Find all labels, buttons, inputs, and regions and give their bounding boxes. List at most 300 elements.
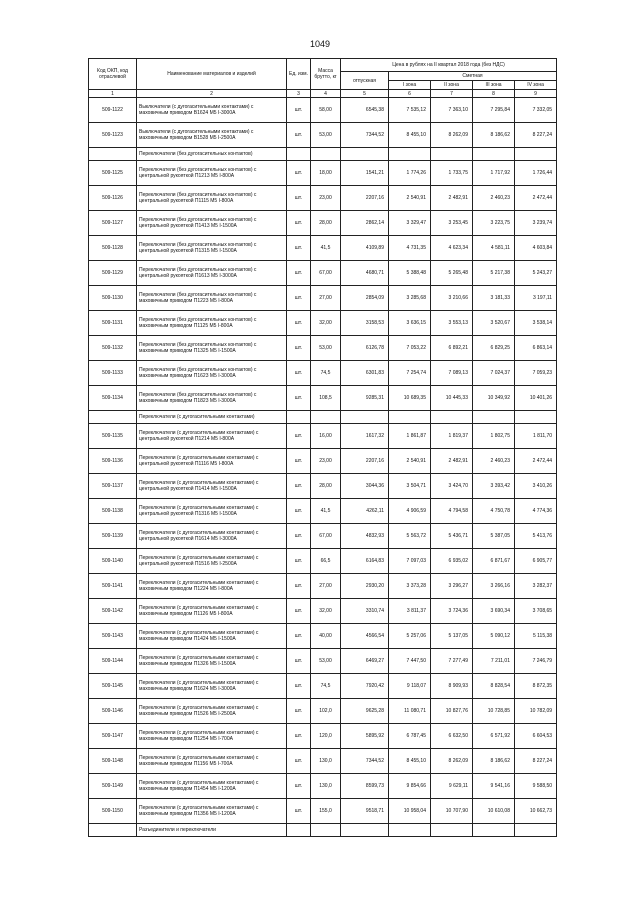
section-blank-cell (389, 411, 431, 424)
item-zone-2-price: 3 424,70 (431, 474, 473, 499)
item-zone-4-price: 10 782,09 (515, 699, 557, 724)
item-code: 509-1132 (89, 336, 137, 361)
header-code: Код ОКП, код отраслевой (89, 59, 137, 90)
col-number: 6 (389, 90, 431, 98)
item-unit: шт. (287, 336, 311, 361)
item-zone-1-price: 11 080,71 (389, 699, 431, 724)
item-release-price: 2207,16 (341, 186, 389, 211)
section-blank-cell (431, 824, 473, 837)
item-code: 509-1131 (89, 311, 137, 336)
item-mass: 23,00 (311, 186, 341, 211)
item-zone-4-price: 2 472,44 (515, 449, 557, 474)
item-zone-4-price: 3 282,37 (515, 574, 557, 599)
item-name: Переключатели (без дугогасительных контактов) с маховичным приводом П1623 М5 I-3000А (137, 361, 287, 386)
section-blank-cell (89, 411, 137, 424)
item-zone-1-price: 10 689,35 (389, 386, 431, 411)
item-mass: 41,5 (311, 236, 341, 261)
item-name: Переключатели (с дугогасительными контактами) с маховичным приводом П1126 М5 I-800А (137, 599, 287, 624)
item-code: 509-1127 (89, 211, 137, 236)
item-zone-4-price: 3 538,14 (515, 311, 557, 336)
item-mass: 53,00 (311, 123, 341, 148)
item-zone-2-price: 2 482,91 (431, 186, 473, 211)
item-zone-2-price: 7 089,13 (431, 361, 473, 386)
item-code: 509-1130 (89, 286, 137, 311)
item-mass: 53,00 (311, 649, 341, 674)
item-name: Переключатели (с дугогасительными контактами) с маховичным приводом П1254 М5 I-700А (137, 724, 287, 749)
item-code: 509-1144 (89, 649, 137, 674)
item-code: 509-1142 (89, 599, 137, 624)
item-release-price: 9625,28 (341, 699, 389, 724)
table-row (89, 98, 557, 123)
item-mass: 130,0 (311, 749, 341, 774)
item-zone-3-price: 3 181,33 (473, 286, 515, 311)
header-price-title: Цена в рублях на II квартал 2018 года (без НДС) (341, 59, 557, 72)
item-code: 509-1137 (89, 474, 137, 499)
item-zone-4-price: 7 332,05 (515, 98, 557, 123)
section-blank-cell (473, 148, 515, 161)
item-code: 509-1129 (89, 261, 137, 286)
table-row (89, 286, 557, 311)
item-unit: шт. (287, 286, 311, 311)
item-zone-1-price: 10 958,04 (389, 799, 431, 824)
table-row (89, 649, 557, 674)
item-zone-2-price: 8 909,93 (431, 674, 473, 699)
item-zone-1-price: 3 373,28 (389, 574, 431, 599)
item-zone-3-price: 7 024,37 (473, 361, 515, 386)
item-zone-1-price: 7 097,03 (389, 549, 431, 574)
item-release-price: 3044,36 (341, 474, 389, 499)
item-zone-2-price: 10 445,33 (431, 386, 473, 411)
item-zone-2-price: 8 262,09 (431, 749, 473, 774)
item-zone-2-price: 9 629,11 (431, 774, 473, 799)
table-row (89, 549, 557, 574)
table-row (89, 386, 557, 411)
item-zone-1-price: 1 861,87 (389, 424, 431, 449)
header-zone-1: I зона (389, 81, 431, 90)
item-name: Переключатели (без дугогасительных контактов) с центральной рукояткой П1413 М5 I-1500А (137, 211, 287, 236)
section-blank-cell (311, 148, 341, 161)
item-code: 509-1133 (89, 361, 137, 386)
item-zone-4-price: 8 872,35 (515, 674, 557, 699)
item-code: 509-1135 (89, 424, 137, 449)
item-unit: шт. (287, 386, 311, 411)
item-name: Переключатели (без дугогасительных контактов) с маховичным приводом П1325 М5 I-1500А (137, 336, 287, 361)
item-mass: 67,00 (311, 261, 341, 286)
header-name: Наименование материалов и изделий (137, 59, 287, 90)
item-zone-1-price: 2 540,91 (389, 186, 431, 211)
item-release-price: 2207,16 (341, 449, 389, 474)
item-mass: 40,00 (311, 624, 341, 649)
item-zone-4-price: 2 472,44 (515, 186, 557, 211)
table-row (89, 524, 557, 549)
table-row (89, 211, 557, 236)
item-zone-3-price: 3 520,67 (473, 311, 515, 336)
item-zone-1-price: 5 563,72 (389, 524, 431, 549)
item-zone-3-price: 5 090,12 (473, 624, 515, 649)
item-unit: шт. (287, 361, 311, 386)
item-zone-2-price: 1 733,75 (431, 161, 473, 186)
item-code: 509-1146 (89, 699, 137, 724)
item-unit: шт. (287, 261, 311, 286)
item-unit: шт. (287, 674, 311, 699)
section-blank-cell (341, 824, 389, 837)
item-zone-4-price: 4 603,84 (515, 236, 557, 261)
item-zone-3-price: 6 871,67 (473, 549, 515, 574)
item-release-price: 7920,42 (341, 674, 389, 699)
item-zone-3-price: 8 186,62 (473, 749, 515, 774)
section-title: Переключатели (с дугогасительными контактами) (137, 411, 287, 424)
item-code: 509-1123 (89, 123, 137, 148)
section-blank-cell (311, 411, 341, 424)
section-blank-cell (341, 148, 389, 161)
item-zone-4-price: 3 410,26 (515, 474, 557, 499)
item-zone-3-price: 5 217,38 (473, 261, 515, 286)
col-number: 4 (311, 90, 341, 98)
item-zone-3-price: 7 295,84 (473, 98, 515, 123)
item-release-price: 4832,93 (341, 524, 389, 549)
section-blank-cell (473, 411, 515, 424)
table-row (89, 424, 557, 449)
item-name: Переключатели (без дугогасительных контактов) с маховичным приводом П1223 М5 I-800А (137, 286, 287, 311)
item-code: 509-1139 (89, 524, 137, 549)
item-zone-1-price: 3 329,47 (389, 211, 431, 236)
table-row (89, 699, 557, 724)
item-zone-1-price: 8 455,10 (389, 123, 431, 148)
item-zone-2-price: 5 137,05 (431, 624, 473, 649)
col-number: 9 (515, 90, 557, 98)
item-mass: 41,5 (311, 499, 341, 524)
item-mass: 27,00 (311, 574, 341, 599)
item-zone-3-price: 8 186,62 (473, 123, 515, 148)
item-release-price: 1617,32 (341, 424, 389, 449)
item-mass: 155,0 (311, 799, 341, 824)
section-row (89, 148, 557, 161)
item-zone-4-price: 1 811,70 (515, 424, 557, 449)
item-code: 509-1148 (89, 749, 137, 774)
item-unit: шт. (287, 549, 311, 574)
section-blank-cell (89, 148, 137, 161)
item-name: Переключатели (без дугогасительных контактов) с центральной рукояткой П1315 М5 I-1500А (137, 236, 287, 261)
item-mass: 18,00 (311, 161, 341, 186)
item-zone-3-price: 5 387,05 (473, 524, 515, 549)
item-release-price: 6469,27 (341, 649, 389, 674)
item-name: Переключатели (с дугогасительными контактами) с маховичным приводом П1424 М5 I-1500А (137, 624, 287, 649)
item-zone-4-price: 8 227,24 (515, 123, 557, 148)
item-zone-4-price: 7 246,79 (515, 649, 557, 674)
price-table (88, 58, 557, 837)
header-mass: Масса брутто, кг (311, 59, 341, 90)
table-row (89, 236, 557, 261)
item-zone-4-price: 3 197,11 (515, 286, 557, 311)
item-zone-1-price: 3 811,37 (389, 599, 431, 624)
item-release-price: 2862,14 (341, 211, 389, 236)
section-blank-cell (287, 824, 311, 837)
item-zone-2-price: 7 277,49 (431, 649, 473, 674)
item-zone-2-price: 2 482,91 (431, 449, 473, 474)
item-mass: 108,5 (311, 386, 341, 411)
section-row (89, 411, 557, 424)
item-zone-1-price: 7 053,22 (389, 336, 431, 361)
item-name: Переключатели (с дугогасительными контактами) с маховичным приводом П1356 М5 I-1200А (137, 799, 287, 824)
item-zone-3-price: 2 460,23 (473, 449, 515, 474)
item-zone-1-price: 7 447,50 (389, 649, 431, 674)
table-row (89, 361, 557, 386)
item-zone-4-price: 6 905,77 (515, 549, 557, 574)
header-zone-4: IV зона (515, 81, 557, 90)
item-zone-3-price: 10 610,08 (473, 799, 515, 824)
item-zone-3-price: 8 828,54 (473, 674, 515, 699)
item-zone-2-price: 7 363,10 (431, 98, 473, 123)
col-number: 3 (287, 90, 311, 98)
section-blank-cell (287, 148, 311, 161)
item-name: Переключатели (без дугогасительных контактов) с центральной рукояткой П1213 М5 I-800А (137, 161, 287, 186)
item-unit: шт. (287, 799, 311, 824)
item-name: Переключатели (без дугогасительных контактов) с центральной рукояткой П1613 М5 I-3000А (137, 261, 287, 286)
item-zone-4-price: 7 059,23 (515, 361, 557, 386)
item-zone-4-price: 9 588,50 (515, 774, 557, 799)
item-zone-1-price: 9 118,07 (389, 674, 431, 699)
item-zone-3-price: 9 541,16 (473, 774, 515, 799)
item-unit: шт. (287, 449, 311, 474)
item-zone-2-price: 3 553,13 (431, 311, 473, 336)
item-zone-2-price: 3 724,36 (431, 599, 473, 624)
item-unit: шт. (287, 424, 311, 449)
item-release-price: 6545,38 (341, 98, 389, 123)
item-zone-1-price: 2 540,91 (389, 449, 431, 474)
item-code: 509-1140 (89, 549, 137, 574)
item-code: 509-1138 (89, 499, 137, 524)
item-zone-3-price: 3 690,34 (473, 599, 515, 624)
item-release-price: 2930,20 (341, 574, 389, 599)
table-row (89, 311, 557, 336)
item-release-price: 7344,52 (341, 123, 389, 148)
section-blank-cell (431, 148, 473, 161)
item-mass: 53,00 (311, 336, 341, 361)
item-zone-2-price: 10 827,76 (431, 699, 473, 724)
item-zone-1-price: 3 285,68 (389, 286, 431, 311)
item-name: Переключатели (с дугогасительными контактами) с маховичным приводом П1156 М5 I-700А (137, 749, 287, 774)
table-row (89, 123, 557, 148)
item-code: 509-1136 (89, 449, 137, 474)
section-blank-cell (89, 824, 137, 837)
item-zone-3-price: 3 266,16 (473, 574, 515, 599)
item-mass: 74,5 (311, 674, 341, 699)
item-zone-2-price: 3 253,45 (431, 211, 473, 236)
item-name: Переключатели (с дугогасительными контактами) с маховичным приводом П1526 М5 I-2500А (137, 699, 287, 724)
item-mass: 58,00 (311, 98, 341, 123)
item-code: 509-1147 (89, 724, 137, 749)
item-mass: 74,5 (311, 361, 341, 386)
table-row (89, 186, 557, 211)
section-blank-cell (287, 411, 311, 424)
item-mass: 28,00 (311, 474, 341, 499)
item-release-price: 6126,78 (341, 336, 389, 361)
item-code: 509-1143 (89, 624, 137, 649)
section-blank-cell (311, 824, 341, 837)
item-unit: шт. (287, 599, 311, 624)
item-name: Переключатели (без дугогасительных контактов) с центральной рукояткой П1115 М5 I-800А (137, 186, 287, 211)
item-zone-2-price: 3 210,66 (431, 286, 473, 311)
item-unit: шт. (287, 574, 311, 599)
item-name: Переключатели (с дугогасительными контактами) с маховичным приводом П1326 М5 I-1500А (137, 649, 287, 674)
item-zone-4-price: 10 401,26 (515, 386, 557, 411)
section-blank-cell (473, 824, 515, 837)
item-zone-4-price: 8 227,24 (515, 749, 557, 774)
item-release-price: 9518,71 (341, 799, 389, 824)
item-unit: шт. (287, 311, 311, 336)
item-zone-2-price: 6 892,21 (431, 336, 473, 361)
item-name: Переключатели (с дугогасительными контактами) с центральной рукояткой П1116 М5 I-800А (137, 449, 287, 474)
item-code: 509-1125 (89, 161, 137, 186)
item-name: Переключатели (с дугогасительными контактами) с маховичным приводом П1224 М5 I-800А (137, 574, 287, 599)
item-zone-2-price: 4 794,58 (431, 499, 473, 524)
item-zone-4-price: 10 662,73 (515, 799, 557, 824)
item-release-price: 4109,89 (341, 236, 389, 261)
section-blank-cell (341, 411, 389, 424)
item-zone-4-price: 1 726,44 (515, 161, 557, 186)
table-row (89, 724, 557, 749)
item-zone-1-price: 4 731,35 (389, 236, 431, 261)
item-release-price: 7344,52 (341, 749, 389, 774)
section-title: Переключатели (без дугогасительных контактов) (137, 148, 287, 161)
item-mass: 67,00 (311, 524, 341, 549)
header-zone-3: III зона (473, 81, 515, 90)
item-zone-4-price: 6 863,14 (515, 336, 557, 361)
item-name: Переключатели (с дугогасительными контактами) с маховичным приводом П1624 М5 I-3000А (137, 674, 287, 699)
item-zone-3-price: 4 750,78 (473, 499, 515, 524)
item-code: 509-1145 (89, 674, 137, 699)
item-release-price: 3158,53 (341, 311, 389, 336)
item-zone-1-price: 8 455,10 (389, 749, 431, 774)
item-release-price: 4680,71 (341, 261, 389, 286)
item-code: 509-1126 (89, 186, 137, 211)
item-zone-1-price: 7 254,74 (389, 361, 431, 386)
item-mass: 102,0 (311, 699, 341, 724)
item-mass: 130,0 (311, 774, 341, 799)
col-number: 7 (431, 90, 473, 98)
item-unit: шт. (287, 524, 311, 549)
table-row (89, 799, 557, 824)
item-code: 509-1128 (89, 236, 137, 261)
item-release-price: 6301,83 (341, 361, 389, 386)
table-row (89, 474, 557, 499)
item-zone-1-price: 3 636,15 (389, 311, 431, 336)
item-code: 509-1150 (89, 799, 137, 824)
item-zone-2-price: 6 935,02 (431, 549, 473, 574)
item-name: Переключатели (с дугогасительными контактами) с центральной рукояткой П1414 М5 I-1500А (137, 474, 287, 499)
table-row (89, 599, 557, 624)
col-number: 2 (137, 90, 287, 98)
header-unit: Ед. изм. (287, 59, 311, 90)
item-zone-1-price: 3 504,71 (389, 474, 431, 499)
item-release-price: 1541,21 (341, 161, 389, 186)
item-zone-3-price: 3 223,75 (473, 211, 515, 236)
header-estimate: Сметная (389, 72, 557, 81)
item-name: Переключатели (без дугогасительных контактов) с маховичным приводом П1823 М5 I-3000А (137, 386, 287, 411)
item-name: Выключатели (с дугогасительными контактами) с маховичным приводом В1624 М5 I-3000А (137, 98, 287, 123)
item-unit: шт. (287, 161, 311, 186)
item-mass: 27,00 (311, 286, 341, 311)
item-zone-3-price: 1 802,75 (473, 424, 515, 449)
item-zone-1-price: 6 787,45 (389, 724, 431, 749)
item-zone-1-price: 1 774,26 (389, 161, 431, 186)
item-name: Переключатели (с дугогасительными контактами) с центральной рукояткой П1516 М5 I-2500А (137, 549, 287, 574)
item-zone-1-price: 9 854,66 (389, 774, 431, 799)
item-release-price: 9285,31 (341, 386, 389, 411)
item-unit: шт. (287, 624, 311, 649)
item-name: Переключатели (с дугогасительными контактами) с центральной рукояткой П1214 М5 I-800А (137, 424, 287, 449)
item-zone-1-price: 4 906,59 (389, 499, 431, 524)
section-blank-cell (515, 148, 557, 161)
section-blank-cell (431, 411, 473, 424)
item-unit: шт. (287, 649, 311, 674)
item-zone-3-price: 4 581,11 (473, 236, 515, 261)
table-row (89, 774, 557, 799)
item-release-price: 5895,92 (341, 724, 389, 749)
item-zone-3-price: 6 829,25 (473, 336, 515, 361)
section-blank-cell (389, 148, 431, 161)
item-zone-3-price: 10 728,85 (473, 699, 515, 724)
col-number: 1 (89, 90, 137, 98)
item-zone-3-price: 1 717,92 (473, 161, 515, 186)
item-zone-3-price: 7 211,01 (473, 649, 515, 674)
item-release-price: 3310,74 (341, 599, 389, 624)
header-release: отпускная (341, 72, 389, 90)
item-zone-2-price: 6 632,50 (431, 724, 473, 749)
item-zone-3-price: 3 393,42 (473, 474, 515, 499)
item-zone-2-price: 3 296,27 (431, 574, 473, 599)
table-row (89, 674, 557, 699)
section-title: Разъединители и переключатели (137, 824, 287, 837)
item-zone-3-price: 6 571,92 (473, 724, 515, 749)
item-name: Переключатели (с дугогасительными контактами) с маховичным приводом П1454 М5 I-1200А (137, 774, 287, 799)
item-zone-2-price: 5 265,48 (431, 261, 473, 286)
item-unit: шт. (287, 724, 311, 749)
item-unit: шт. (287, 474, 311, 499)
header-zone-2: II зона (431, 81, 473, 90)
item-unit: шт. (287, 211, 311, 236)
item-unit: шт. (287, 98, 311, 123)
section-row (89, 824, 557, 837)
item-unit: шт. (287, 699, 311, 724)
table-row (89, 624, 557, 649)
item-zone-2-price: 4 623,34 (431, 236, 473, 261)
table-row (89, 161, 557, 186)
item-mass: 32,00 (311, 311, 341, 336)
col-number: 8 (473, 90, 515, 98)
item-zone-2-price: 8 262,09 (431, 123, 473, 148)
page-number: 1049 (309, 39, 331, 49)
item-zone-1-price: 5 388,48 (389, 261, 431, 286)
item-release-price: 8599,73 (341, 774, 389, 799)
item-mass: 120,0 (311, 724, 341, 749)
item-mass: 23,00 (311, 449, 341, 474)
item-code: 509-1122 (89, 98, 137, 123)
section-blank-cell (389, 824, 431, 837)
item-zone-4-price: 5 413,76 (515, 524, 557, 549)
item-name: Выключатели (с дугогасительными контактами) с маховичным приводом В1528 М5 I-2500А (137, 123, 287, 148)
section-blank-cell (515, 824, 557, 837)
item-zone-4-price: 6 604,53 (515, 724, 557, 749)
item-zone-3-price: 2 460,23 (473, 186, 515, 211)
table-row (89, 336, 557, 361)
item-zone-4-price: 5 115,38 (515, 624, 557, 649)
item-mass: 32,00 (311, 599, 341, 624)
section-blank-cell (515, 411, 557, 424)
item-unit: шт. (287, 236, 311, 261)
item-zone-3-price: 10 349,92 (473, 386, 515, 411)
item-code: 509-1134 (89, 386, 137, 411)
